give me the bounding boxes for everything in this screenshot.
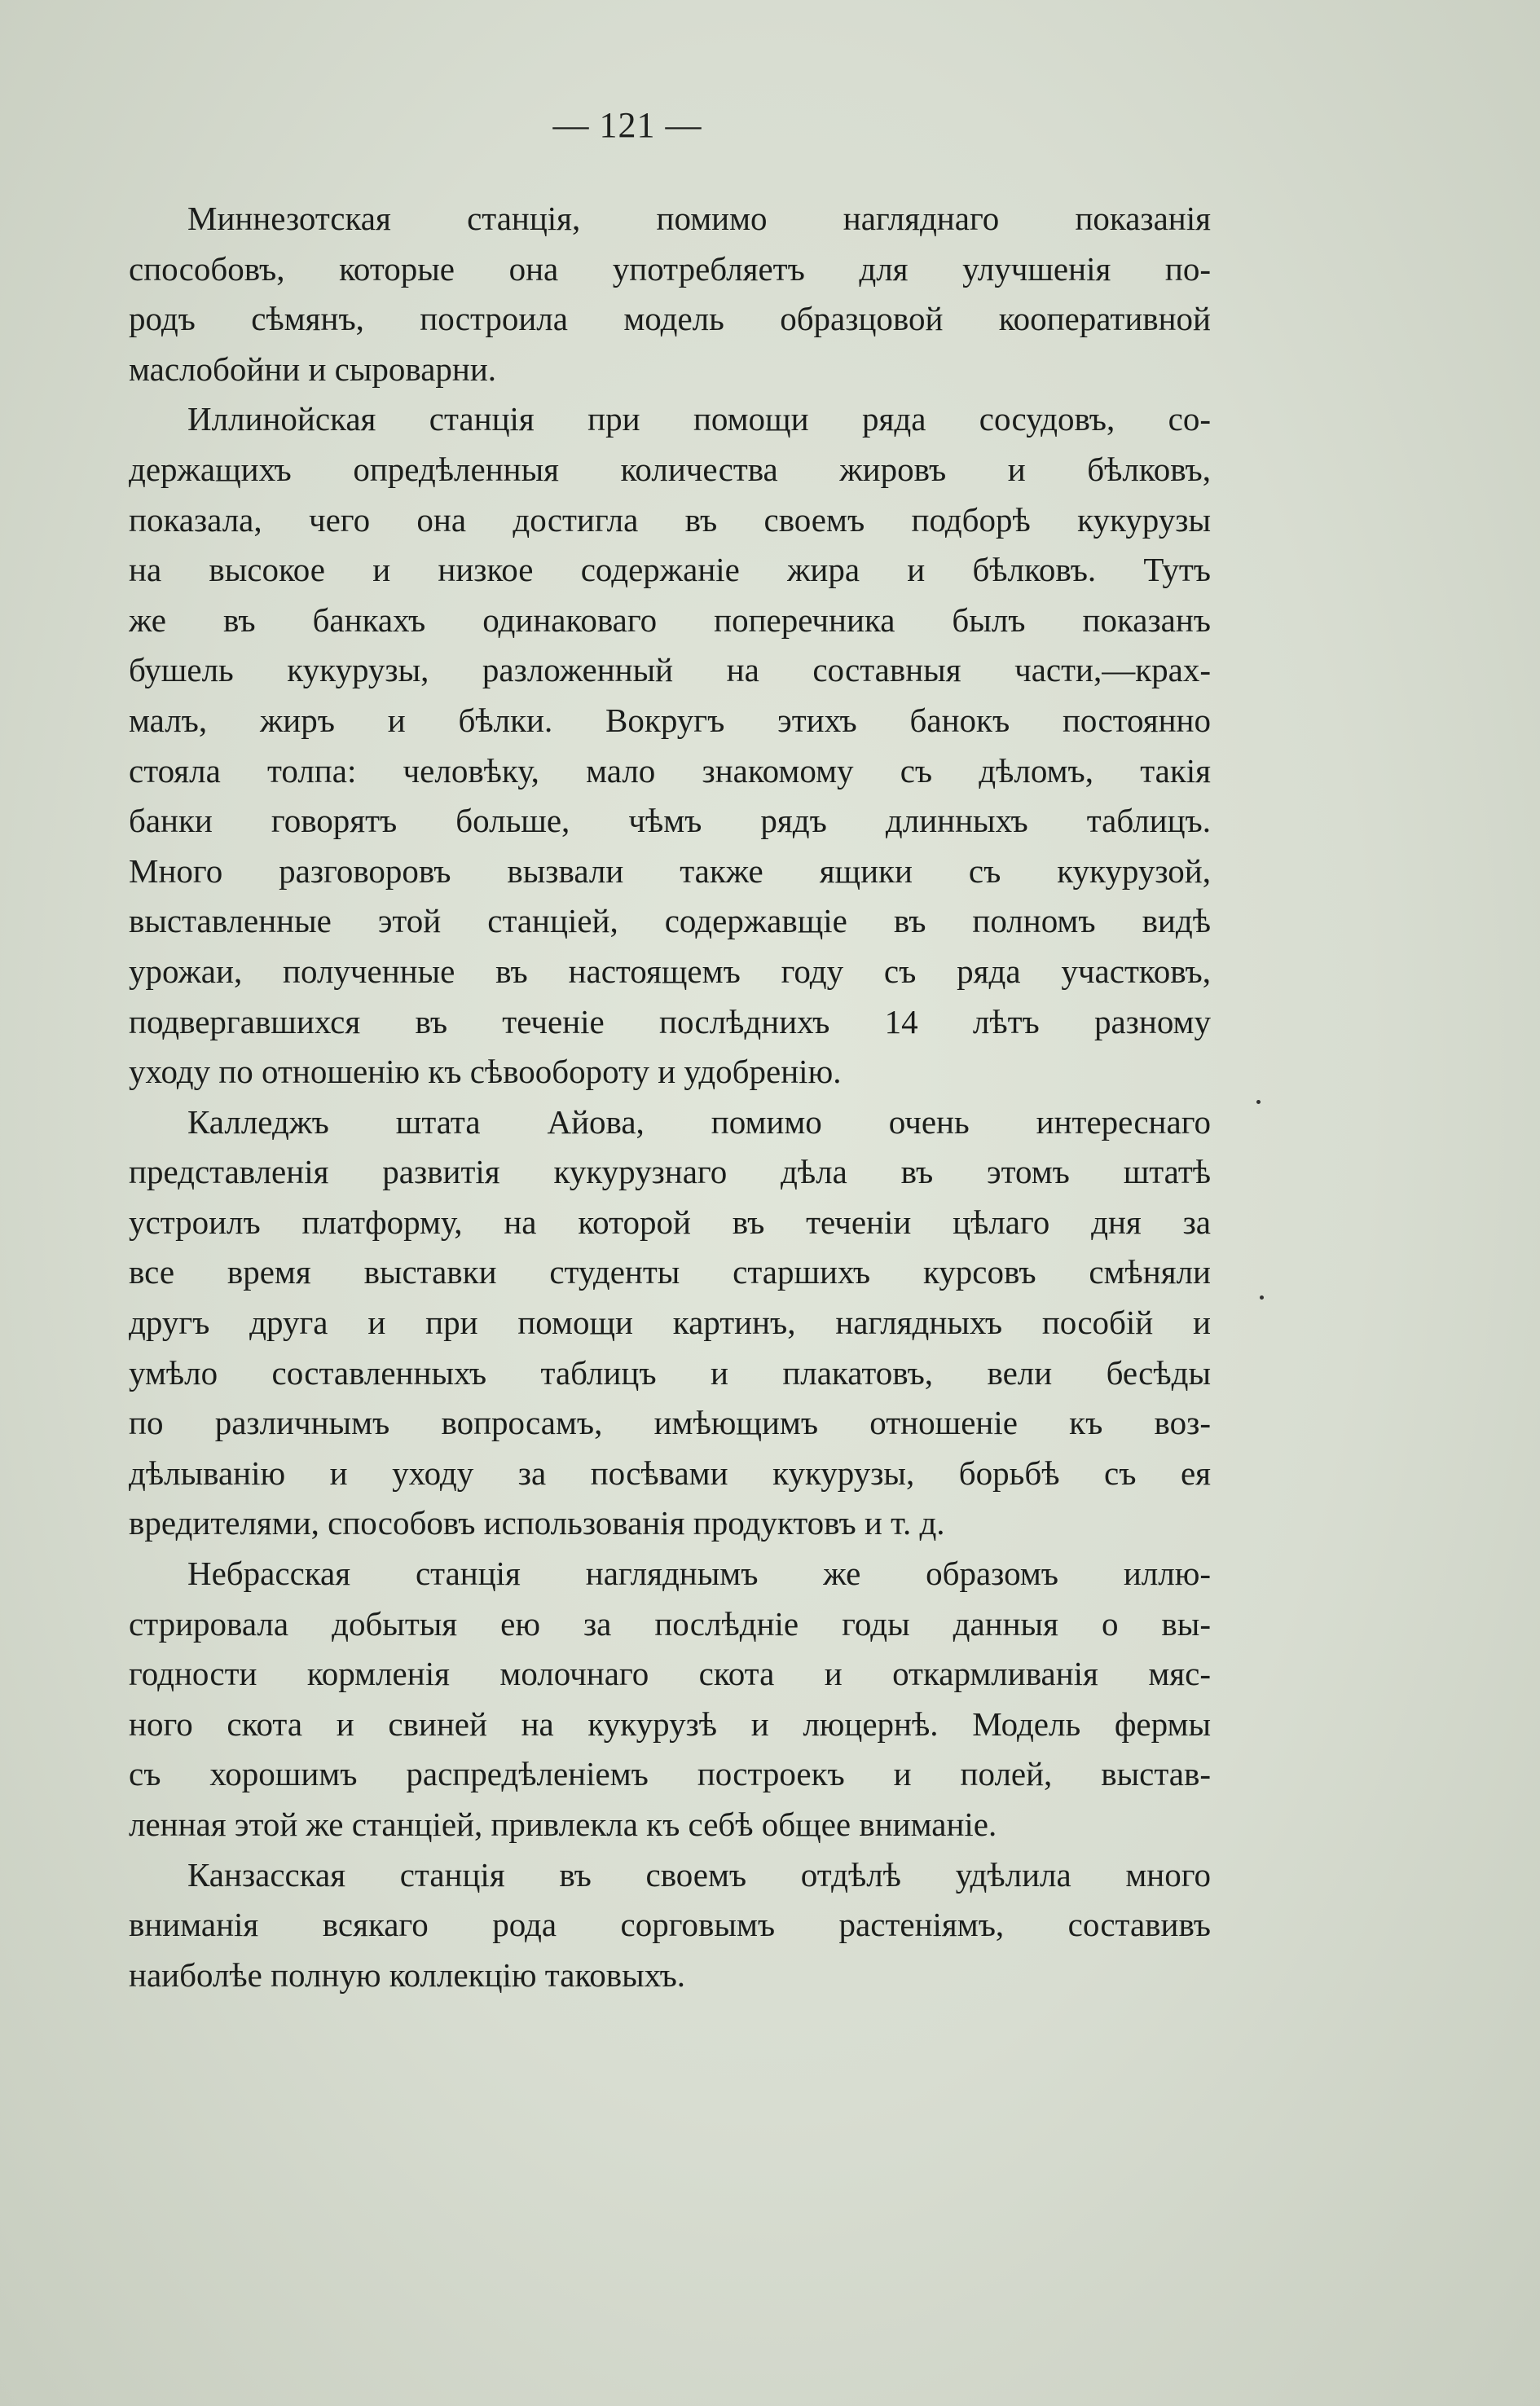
- text-line: способовъ, которые она употребляетъ для улучшенія по-: [129, 249, 1211, 288]
- text-line: наиболѣе полную коллекцію таковыхъ.: [129, 1955, 686, 1994]
- text-line: представленія развитія кукурузнаго дѣла въ этомъ штатѣ: [129, 1153, 1211, 1191]
- text-line: банки говорятъ больше, чѣмъ рядъ длинныхъ таблицъ.: [129, 802, 1211, 840]
- text-line: Много разговоровъ вызвали также ящики съ кукурузой,: [129, 851, 1211, 890]
- text-line: все время выставки студенты старшихъ курсовъ смѣняли: [129, 1253, 1211, 1291]
- text-line: стояла толпа: человѣку, мало знакомому съ дѣломъ, такія: [129, 751, 1211, 790]
- text-line: ного скота и свиней на кукурузѣ и люцернѣ. Модель фермы: [129, 1704, 1211, 1743]
- text-line: другъ друга и при помощи картинъ, наглядныхъ пособій и: [129, 1304, 1211, 1342]
- page-number: — 121 —: [552, 105, 702, 145]
- text-line: Канзасская станція въ своемъ отдѣлѣ удѣлила много: [187, 1855, 1211, 1894]
- text-line: вниманія всякаго рода сорговымъ растеніямъ, составивъ: [129, 1906, 1211, 1944]
- text-line: Иллинойская станція при помощи ряда сосудовъ, со-: [187, 400, 1211, 438]
- text-line: устроилъ платформу, на которой въ теченіи цѣлаго дня за: [129, 1203, 1211, 1241]
- text-line: показала, чего она достигла въ своемъ подборѣ кукурузы: [129, 500, 1211, 539]
- text-line: урожаи, полученные въ настоящемъ году съ ряда участковъ,: [129, 952, 1211, 990]
- text-line: маслобойни и сыроварни.: [129, 350, 497, 388]
- text-line: ленная этой же станціей, привлекла къ себѣ общее вниманіе.: [129, 1806, 997, 1843]
- text-line: вредителями, способовъ использованія продуктовъ и т. д.: [129, 1504, 945, 1542]
- text-line: годности кормленія молочнаго скота и откармливанія мяс-: [129, 1655, 1211, 1693]
- text-line: на высокое и низкое содержаніе жира и бѣлковъ. Тутъ: [129, 551, 1211, 589]
- ink-speck: [1260, 1295, 1264, 1300]
- text-line: держащихъ опредѣленныя количества жировъ и бѣлковъ,: [129, 450, 1211, 488]
- text-line: подвергавшихся въ теченіе послѣднихъ 14 лѣтъ разному: [129, 1002, 1211, 1040]
- text-line: стрировала добытыя ею за послѣдніе годы данныя о вы-: [129, 1604, 1211, 1643]
- text-line: по различнымъ вопросамъ, имѣющимъ отношеніе къ воз-: [129, 1404, 1211, 1442]
- text-line: уходу по отношенію къ сѣвообороту и удобренію.: [129, 1053, 842, 1091]
- text-line: Небрасская станція нагляднымъ же образомъ иллю-: [187, 1555, 1211, 1593]
- text-line: малъ, жиръ и бѣлки. Вокругъ этихъ банокъ постоянно: [129, 701, 1211, 739]
- text-line: умѣло составленныхъ таблицъ и плакатовъ, вели бесѣды: [129, 1353, 1211, 1392]
- text-line: дѣлыванію и уходу за посѣвами кукурузы, борьбѣ съ ея: [129, 1454, 1211, 1492]
- text-line: Миннезотская станція, помимо нагляднаго показанія: [187, 200, 1211, 237]
- text-line: родъ сѣмянъ, построила модель образцовой кооперативной: [129, 300, 1211, 338]
- text-line: Калледжъ штата Айова, помимо очень интереснаго: [187, 1102, 1211, 1141]
- text-line: съ хорошимъ распредѣленіемъ построекъ и полей, выстав-: [129, 1755, 1211, 1793]
- body-text: [129, 194, 1211, 2000]
- ink-speck: [1256, 1100, 1261, 1104]
- text-line: бушель кукурузы, разложенный на составныя части,—крах-: [129, 651, 1211, 689]
- text-line: же въ банкахъ одинаковаго поперечника былъ показанъ: [129, 600, 1211, 639]
- text-line: выставленные этой станціей, содержавщіе въ полномъ видѣ: [129, 902, 1211, 940]
